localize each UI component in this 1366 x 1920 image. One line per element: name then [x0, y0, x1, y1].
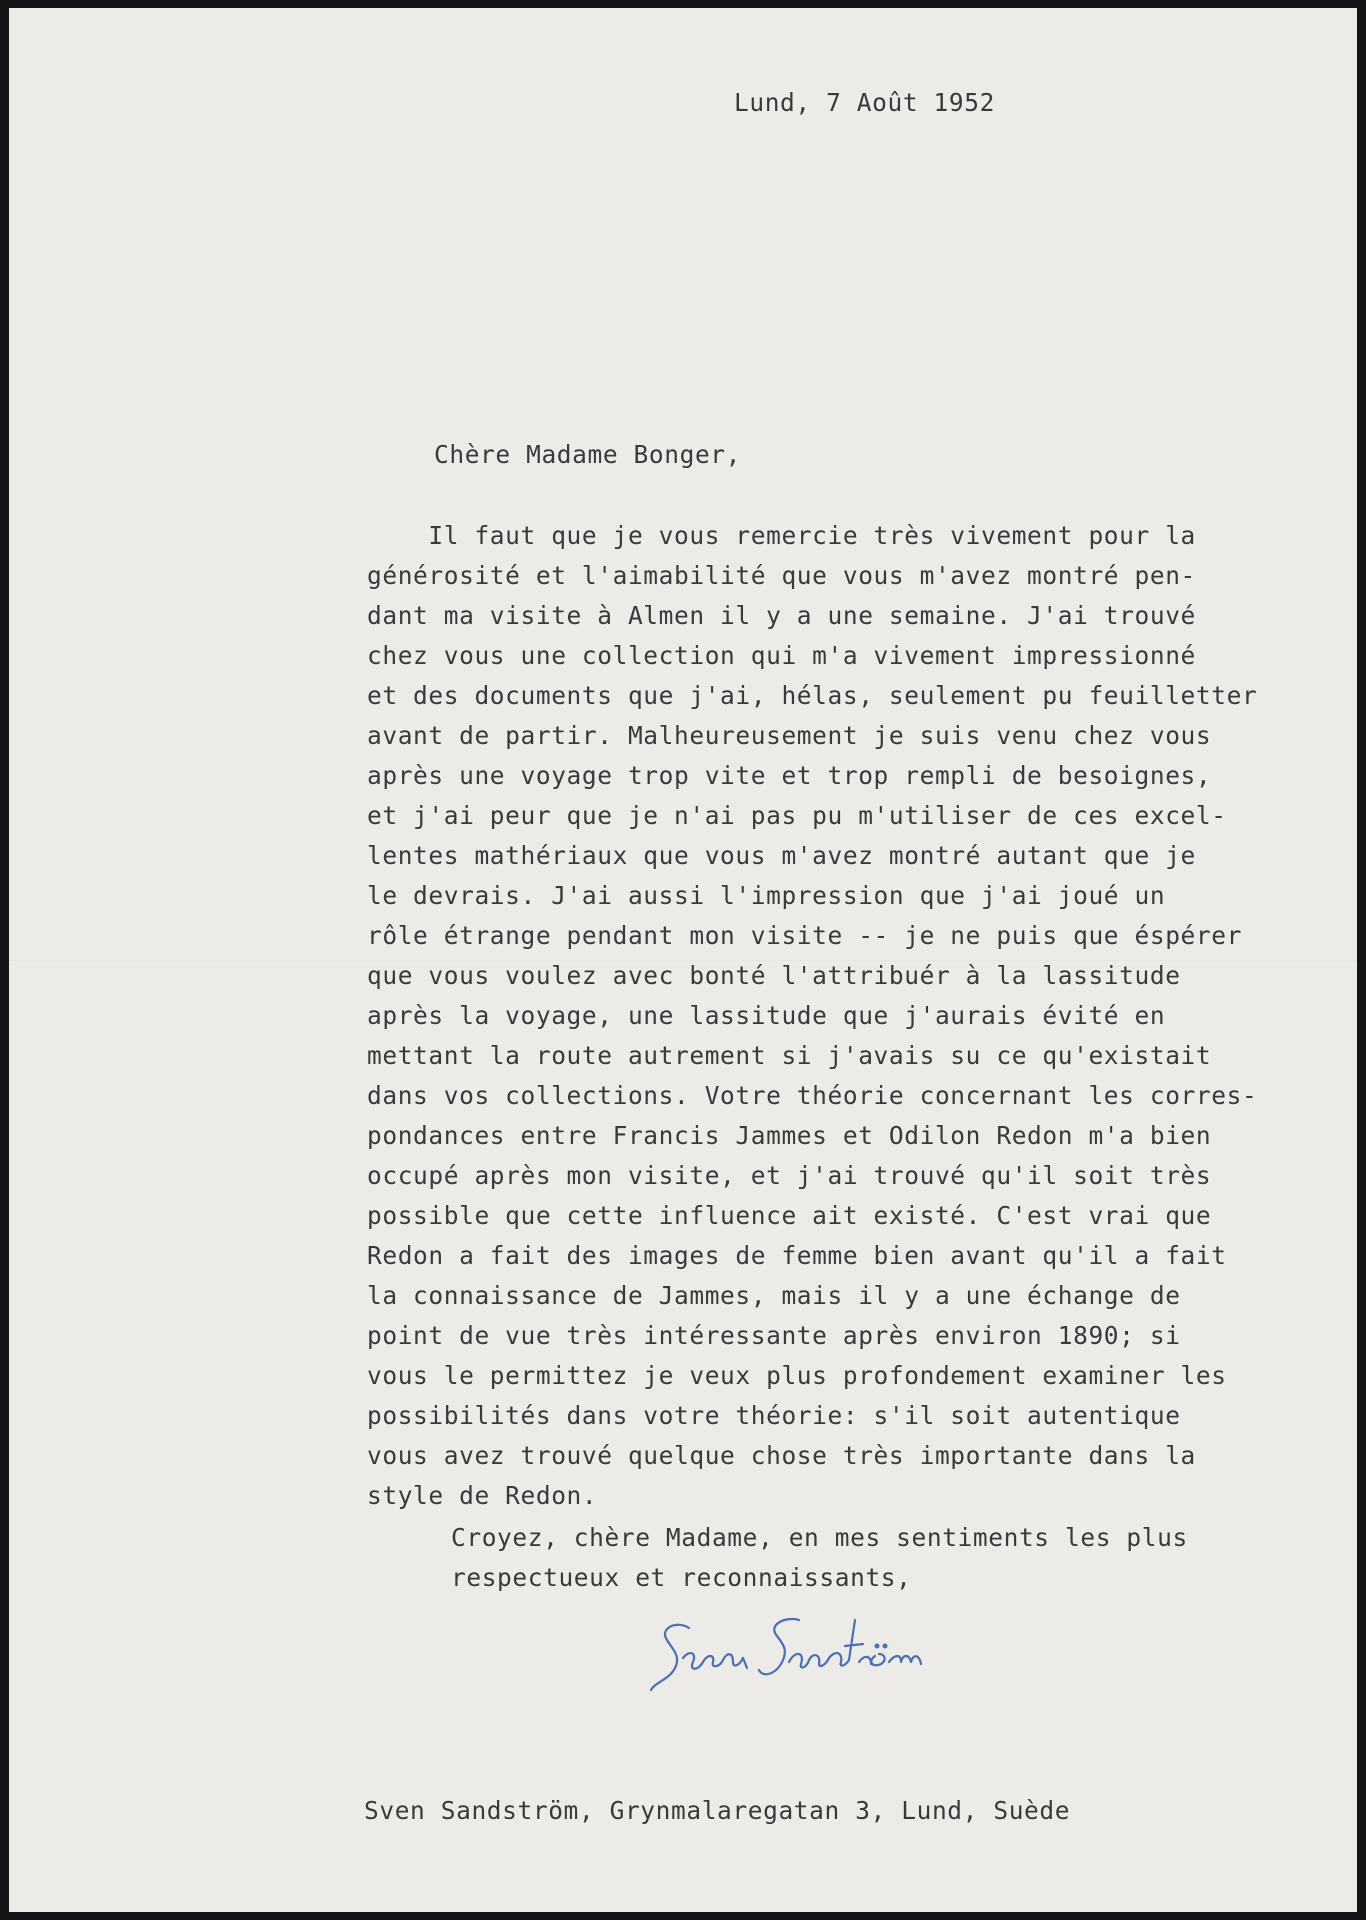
body-line: et des documents que j'ai, hélas, seulement pu feuilletter [367, 681, 1258, 710]
body-line: avant de partir. Malheureusement je suis venu chez vous [367, 721, 1212, 750]
body-line: générosité et l'aimabilité que vous m'avez montré pen- [367, 561, 1196, 590]
sender-address: Sven Sandström, Grynmalaregatan 3, Lund, Suède [364, 1796, 1071, 1825]
body-line: après la voyage, une lassitude que j'aurais évité en [367, 1001, 1166, 1030]
body-line: Il faut que je vous remercie très vivement pour la [367, 521, 1196, 550]
body-line: rôle étrange pendant mon visite -- je ne puis que éspérer [367, 921, 1242, 950]
body-line: dant ma visite à Almen il y a une semaine. J'ai trouvé [367, 601, 1196, 630]
body-line: après une voyage trop vite et trop rempli de besoignes, [367, 761, 1212, 790]
body-line: possibilités dans votre théorie: s'il soit autentique [367, 1401, 1181, 1430]
body-line: vous le permittez je veux plus profondement examiner les [367, 1361, 1227, 1390]
body-line: la connaissance de Jammes, mais il y a une échange de [367, 1281, 1181, 1310]
body-line: lentes mathériaux que vous m'avez montré autant que je [367, 841, 1196, 870]
body-line: Redon a fait des images de femme bien avant qu'il a fait [367, 1241, 1227, 1270]
body-line: chez vous une collection qui m'a vivement impressionné [367, 641, 1196, 670]
body-line: et j'ai peur que je n'ai pas pu m'utiliser de ces excel- [367, 801, 1227, 830]
letter-body [367, 516, 1257, 1516]
body-line: occupé après mon visite, et j'ai trouvé qu'il soit très [367, 1161, 1212, 1190]
body-line: style de Redon. [367, 1481, 598, 1510]
body-line: pondances entre Francis Jammes et Odilon Redon m'a bien [367, 1121, 1212, 1150]
closing-line: respectueux et reconnaissants, [451, 1563, 912, 1592]
letter-page [9, 8, 1357, 1912]
handwritten-signature [649, 1606, 1009, 1696]
body-line: point de vue très intéressante après environ 1890; si [367, 1321, 1181, 1350]
body-line: dans vos collections. Votre théorie concernant les corres- [367, 1081, 1258, 1110]
body-line: vous avez trouvé quelque chose très importante dans la [367, 1441, 1196, 1470]
body-line: possible que cette influence ait existé. C'est vrai que [367, 1201, 1212, 1230]
letter-closing [451, 1518, 1188, 1598]
closing-line: Croyez, chère Madame, en mes sentiments les plus [451, 1523, 1188, 1552]
body-line: le devrais. J'ai aussi l'impression que j'ai joué un [367, 881, 1166, 910]
letter-date: Lund, 7 Août 1952 [734, 88, 995, 117]
letter-salutation: Chère Madame Bonger, [434, 440, 742, 469]
body-line: mettant la route autrement si j'avais su ce qu'existait [367, 1041, 1212, 1070]
body-line: que vous voulez avec bonté l'attribuér à la lassitude [367, 961, 1181, 990]
